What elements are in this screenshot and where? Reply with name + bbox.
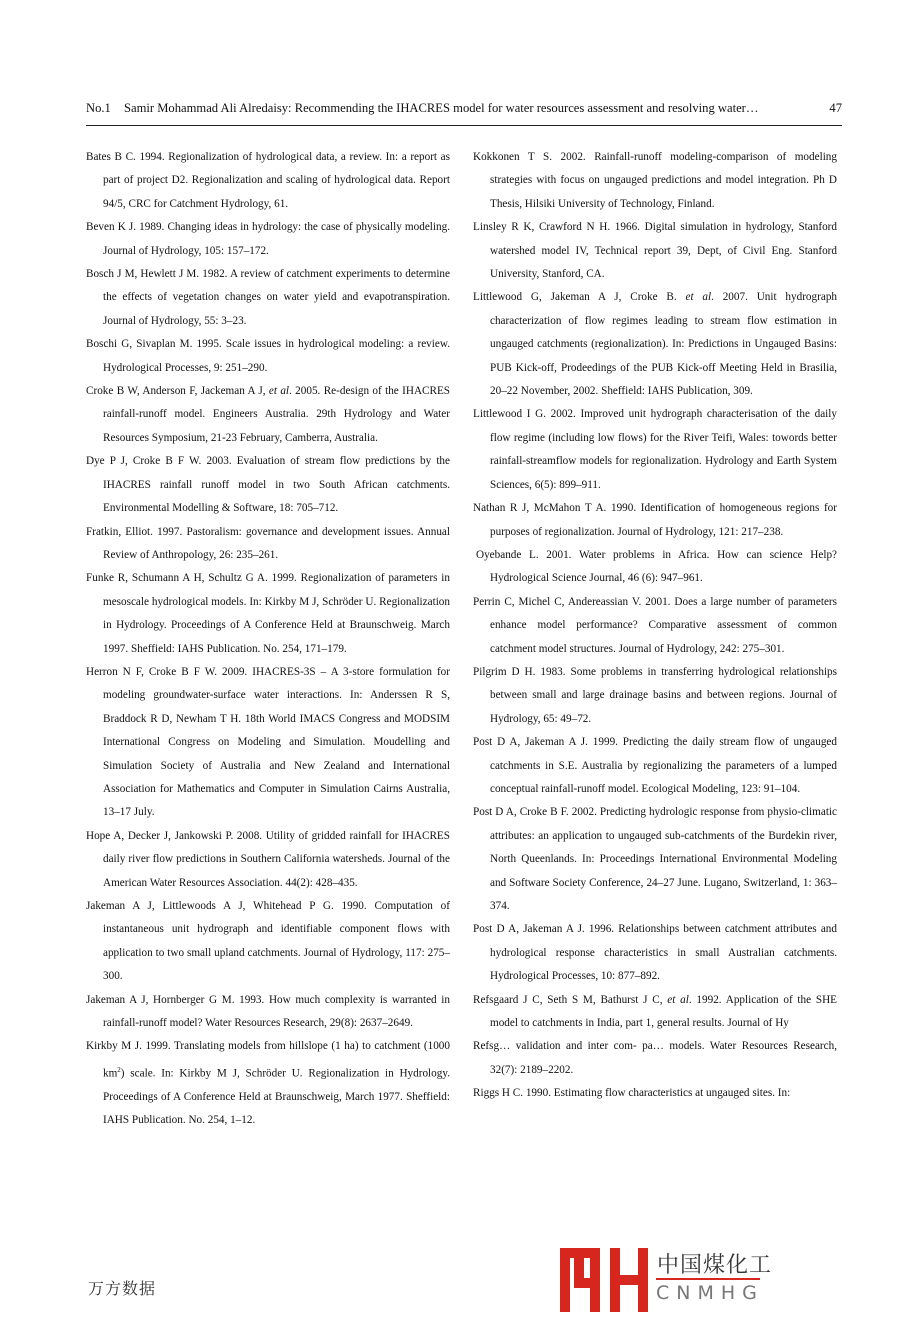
reference-text: Nathan R J, McMahon T A. 1990. Identification of homogeneous regions for purposes of regionalization. Journal of Hydrology, 121: 217–238.	[473, 502, 837, 538]
reference-text: Riggs H C. 1990. Estimating flow characteristics at ungauged sites. In:	[473, 1087, 791, 1100]
logo-english-abbr: CNMHG	[656, 1282, 764, 1304]
reference-text: Hope A, Decker J, Jankowski P. 2008. Utility of gridded rainfall for IHACRES daily river flow predictions in Southern California watersheds. Journal of the American Water Resources Association. 44(2): 428–435.	[86, 829, 450, 889]
references-left-column	[86, 146, 450, 1133]
reference-entry	[86, 567, 450, 661]
reference-text: Croke B W, Anderson F, Jackeman A J,	[86, 385, 269, 398]
reference-text: Herron N F, Croke B F W. 2009. IHACRES-3S – A 3-store formulation for modeling groundwater-surface water interactions. In: Anderssen R S, Braddock R D, Newham T H. 18th World IMACS Congress and MODSIM International Congress on Modeling and Simulation. Moudelling and Simulation Society of Australia and New Zealand and International Association for Mathematics and Computer in Simulation Cairns Australia, 13–17 July.	[86, 665, 450, 819]
mh-logo-icon	[560, 1248, 648, 1312]
reference-entry	[86, 263, 450, 333]
reference-text: Kokkonen T S. 2002. Rainfall-runoff modeling-comparison of modeling strategies with focus on ungauged predictions and model integration. Ph D Thesis, Hilsiki University of Technology, Finland.	[473, 151, 837, 210]
reference-text: Post D A, Croke B F. 2002. Predicting hydrologic response from physio-climatic attributes: an application to ungauged sub-catchments of the Burdekin river, North Queenlands. In: Proceedings International Environmental Modeling and Software Society Conference, 24–27 June. Lugano, Switzerland, 1: 363–374.	[473, 806, 837, 912]
issue-number: No.1	[86, 101, 111, 115]
reference-text: Jakeman A J, Littlewoods A J, Whitehead P G. 1990. Computation of instantaneous unit hydrograph and identifiable component flows with application to two small upland catchments. Journal of Hydrology, 117: 275–300.	[86, 900, 450, 983]
reference-text: Boschi G, Sivaplan M. 1995. Scale issues in hydrological modeling: a review. Hydrological Processes, 9: 251–290.	[86, 338, 450, 374]
reference-text: Bates B C. 1994. Regionalization of hydrological data, a review. In: a report as part of project D2. Regionalization and scaling of hydrological data. Report 94/5, CRC for Catchment Hydrology, 61.	[86, 151, 450, 210]
reference-text: Oyebande L. 2001. Water problems in Africa. How can science Help? Hydrological Science Journal, 46 (6): 947–961.	[476, 548, 837, 585]
reference-entry	[473, 1082, 837, 1105]
reference-entry	[473, 801, 837, 918]
reference-text: Refsg… validation and inter com- pa… models. Water Resources Research, 32(7): 2189–2202.	[473, 1040, 837, 1076]
reference-entry	[86, 1035, 450, 1132]
reference-text: Littlewood I G. 2002. Improved unit hydrograph characterisation of the daily flow regime (including low flows) for the River Teifi, Wales: towords better rainfall-streamflow models for regionalization. Hydrology and Earth System Sciences, 6(5): 899–911.	[473, 408, 837, 491]
reference-entry	[473, 1035, 837, 1082]
reference-text: ) scale. In: Kirkby M J, Schröder U. Regionalization in Hydrology. Proceedings of A Conference Held at Braunschweig, March 1977. Sheffield: IAHS Publication. No. 254, 1–12.	[103, 1067, 450, 1127]
reference-text: Perrin C, Michel C, Andereassian V. 2001. Does a large number of parameters enhance model performance? Comparative assessment of common catchment model structures. Journal of Hydrology, 242: 275–301.	[473, 595, 837, 655]
cnmhg-watermark-logo	[560, 1246, 773, 1316]
reference-entry	[86, 895, 450, 989]
reference-entry	[86, 380, 450, 450]
reference-text: . 2007. Unit hydrograph characterization of flow regimes leading to stream flow estimation in ungauged catchments (regionalization). In: Predictions in Ungauged Basins: PUB Kick-off, Prodeedings of the PUB Kick-off Meeting Held in Brasilia, 20–22 November, 2002. Sheffield: IAHS Publication, 309.	[490, 291, 838, 398]
logo-chinese-name: 中国煤化工	[657, 1253, 773, 1278]
reference-entry	[473, 146, 837, 216]
reference-text: . 2005. Re-design of the IHACRES rainfall-runoff model. Engineers Australia. 29th Hydrology and Water Resources Symposium, 21-23 February, Camberra, Australia.	[103, 385, 450, 444]
reference-text: Jakeman A J, Hornberger G M. 1993. How much complexity is warranted in rainfall-runoff model? Water Resources Research, 29(8): 2637–2649.	[86, 993, 450, 1030]
reference-entry	[86, 825, 450, 895]
reference-entry	[86, 216, 450, 263]
reference-text: Dye P J, Croke B F W. 2003. Evaluation of stream flow predictions by the IHACRES rainfall runoff model in two South African catchments. Environmental Modelling & Software, 18: 705–712.	[86, 455, 450, 515]
reference-text: Bosch J M, Hewlett J M. 1982. A review of catchment experiments to determine the effects of vegetation changes on water yield and evapotranspiration. Journal of Hydrology, 55: 3–23.	[86, 268, 450, 327]
reference-text: Beven K J. 1989. Changing ideas in hydrology: the case of physically modeling. Journal of Hydrology, 105: 157–172.	[86, 221, 450, 257]
reference-entry	[473, 216, 837, 286]
reference-text: Post D A, Jakeman A J. 1999. Predicting the daily stream flow of ungauged catchments in S.E. Australia by regionalizing the parameters of a lumped conceptual rainfall-runoff model. Ecological Modeling, 123: 91–104.	[473, 736, 837, 795]
reference-text: Fratkin, Elliot. 1997. Pastoralism: governance and development issues. Annual Review of Anthropology, 26: 235–261.	[86, 525, 450, 561]
reference-text: Linsley R K, Crawford N H. 1966. Digital simulation in hydrology, Stanford watershed model IV, Technical report 39, Dept, of Civil Eng. Stanford University, Stanford, CA.	[473, 221, 837, 281]
reference-entry	[86, 989, 450, 1036]
reference-entry	[473, 591, 837, 661]
reference-entry	[473, 544, 837, 591]
logo-divider	[656, 1278, 760, 1280]
running-title: Samir Mohammad Ali Alredaisy: Recommending the IHACRES model for water resources assessment and resolving water…	[124, 101, 759, 115]
page-number: 47	[829, 101, 842, 115]
source-footer: 万方数据	[88, 1279, 157, 1298]
header-rule	[86, 125, 842, 126]
references-right-column	[473, 146, 837, 1106]
et-al: et al	[685, 291, 712, 304]
reference-entry	[473, 918, 837, 988]
reference-entry	[473, 497, 837, 544]
reference-entry	[86, 146, 450, 216]
reference-entry	[473, 403, 837, 497]
reference-entry	[86, 661, 450, 825]
reference-text: Kirkby M J. 1999. Translating models from hillslope (1 ha) to catchment (1000 km	[86, 1040, 450, 1080]
reference-entry	[473, 731, 837, 801]
et-al: et al	[667, 993, 689, 1006]
reference-text: Pilgrim D H. 1983. Some problems in transferring hydrological relationships between small and large drainage basins and between regions. Journal of Hydrology, 65: 49–72.	[473, 665, 837, 725]
reference-entry	[86, 450, 450, 520]
running-header	[86, 101, 842, 123]
reference-entry	[86, 333, 450, 380]
reference-text: Post D A, Jakeman A J. 1996. Relationships between catchment attributes and hydrological response characteristics in small Australian catchments. Hydrological Processes, 10: 877–892.	[473, 923, 837, 983]
reference-entry	[473, 286, 837, 403]
reference-entry	[86, 521, 450, 568]
superscript: 2	[117, 1065, 121, 1074]
reference-entry	[473, 989, 837, 1036]
reference-text: Refsgaard J C, Seth S M, Bathurst J C,	[473, 993, 668, 1006]
reference-text: Littlewood G, Jakeman A J, Croke B.	[473, 291, 686, 304]
reference-entry	[473, 661, 837, 731]
reference-text: . 1992. Application of the SHE model to catchments in India, part 1, general results. Journal of Hy	[490, 993, 838, 1030]
et-al: et al	[268, 385, 290, 398]
reference-text: Funke R, Schumann A H, Schultz G A. 1999. Regionalization of parameters in mesoscale hydrological models. In: Kirkby M J, Schröder U. Regionalization in Hydrology. Proceedings of A Conference Held at Braunschweig. March 1997. Sheffield: IAHS Publication. No. 254, 171–179.	[86, 572, 450, 655]
